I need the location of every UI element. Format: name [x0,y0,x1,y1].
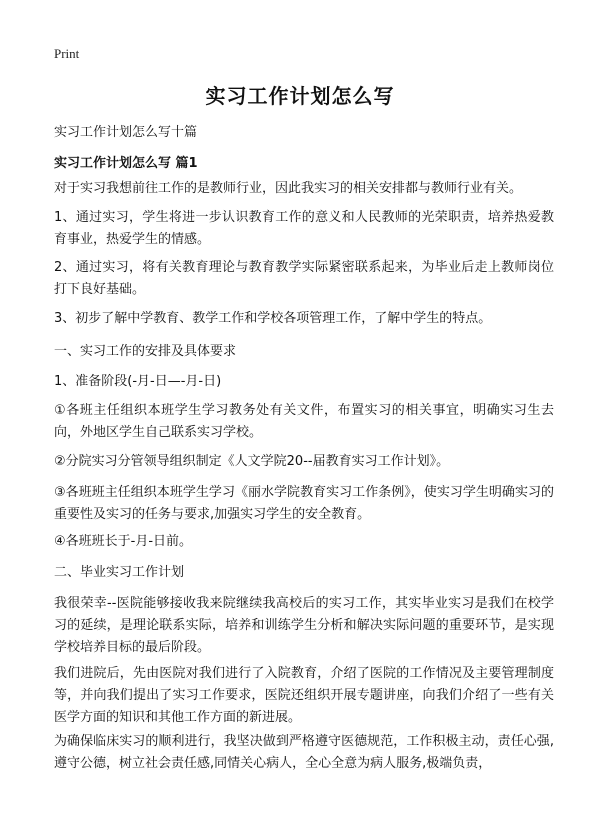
heading-graduation-plan: 二、毕业实习工作计划 [54,565,185,580]
paragraph-hospital-intro: 我很荣幸--医院能够接收我来院继续我高校后的实习工作，其实毕业实习是我们在校学习的延续，是理论联系实际，培养和训练学生分析和解决实际问题的重要环节，是实现学校培养目标的最后阶段。 [54,596,554,655]
paragraph-goal-3: 3、初步了解中学教育、教学工作和学校各项管理工作，了解中学生的特点。 [54,311,492,326]
paragraph-clinical-practice: 为确保临床实习的顺利进行，我坚决做到严格遵守医德规范，工作积极主动，责任心强,遵守公德，树立社会责任感,同情关心病人，全心全意为病人服务,极端负责， [54,734,554,771]
paragraph-hospital-education: 我们进院后，先由医院对我们进行了入院教育，介绍了医院的工作情况及主要管理制度等，并向我们提出了实习工作要求，医院还组织开展专题讲座，向我们介绍了一些有关医学方面的知识和其他工作方面的新进展。 [54,666,554,725]
section-heading: 实习工作计划怎么写 篇1 [54,156,198,171]
print-label: Print [54,46,80,61]
paragraph-goal-1: 1、通过实习，学生将进一步认识教育工作的意义和人民教师的光荣职责，培养热爱教育事业，热爱学生的情感。 [54,210,554,247]
heading-arrangement: 一、实习工作的安排及具体要求 [54,344,237,359]
document-title: 实习工作计划怎么写 [205,84,395,108]
heading-prep-stage: 1、准备阶段(-月-日—-月-日) [54,374,222,389]
paragraph-step-4: ④各班班长于-月-日前。 [54,534,193,549]
paragraph-step-2: ②分院实习分管领导组织制定《人文学院20--届教育实习工作计划》。 [54,454,450,469]
paragraph-step-1: ①各班主任组织本班学生学习教务处有关文件，布置实习的相关事宜，明确实习生去向，外地区学生自己联系实习学校。 [54,403,554,440]
paragraph-intro: 对于实习我想前往工作的是教师行业，因此我实习的相关安排都与教师行业有关。 [54,181,523,196]
paragraph-goal-2: 2、通过实习，将有关教育理论与教育教学实际紧密联系起来，为毕业后走上教师岗位打下良好基础。 [54,260,554,297]
document-subtitle: 实习工作计划怎么写十篇 [54,125,198,140]
paragraph-step-3: ③各班班主任组织本班学生学习《丽水学院教育实习工作条例》，使实习学生明确实习的重要性及实习的任务与要求,加强实习学生的安全教育。 [54,485,554,522]
